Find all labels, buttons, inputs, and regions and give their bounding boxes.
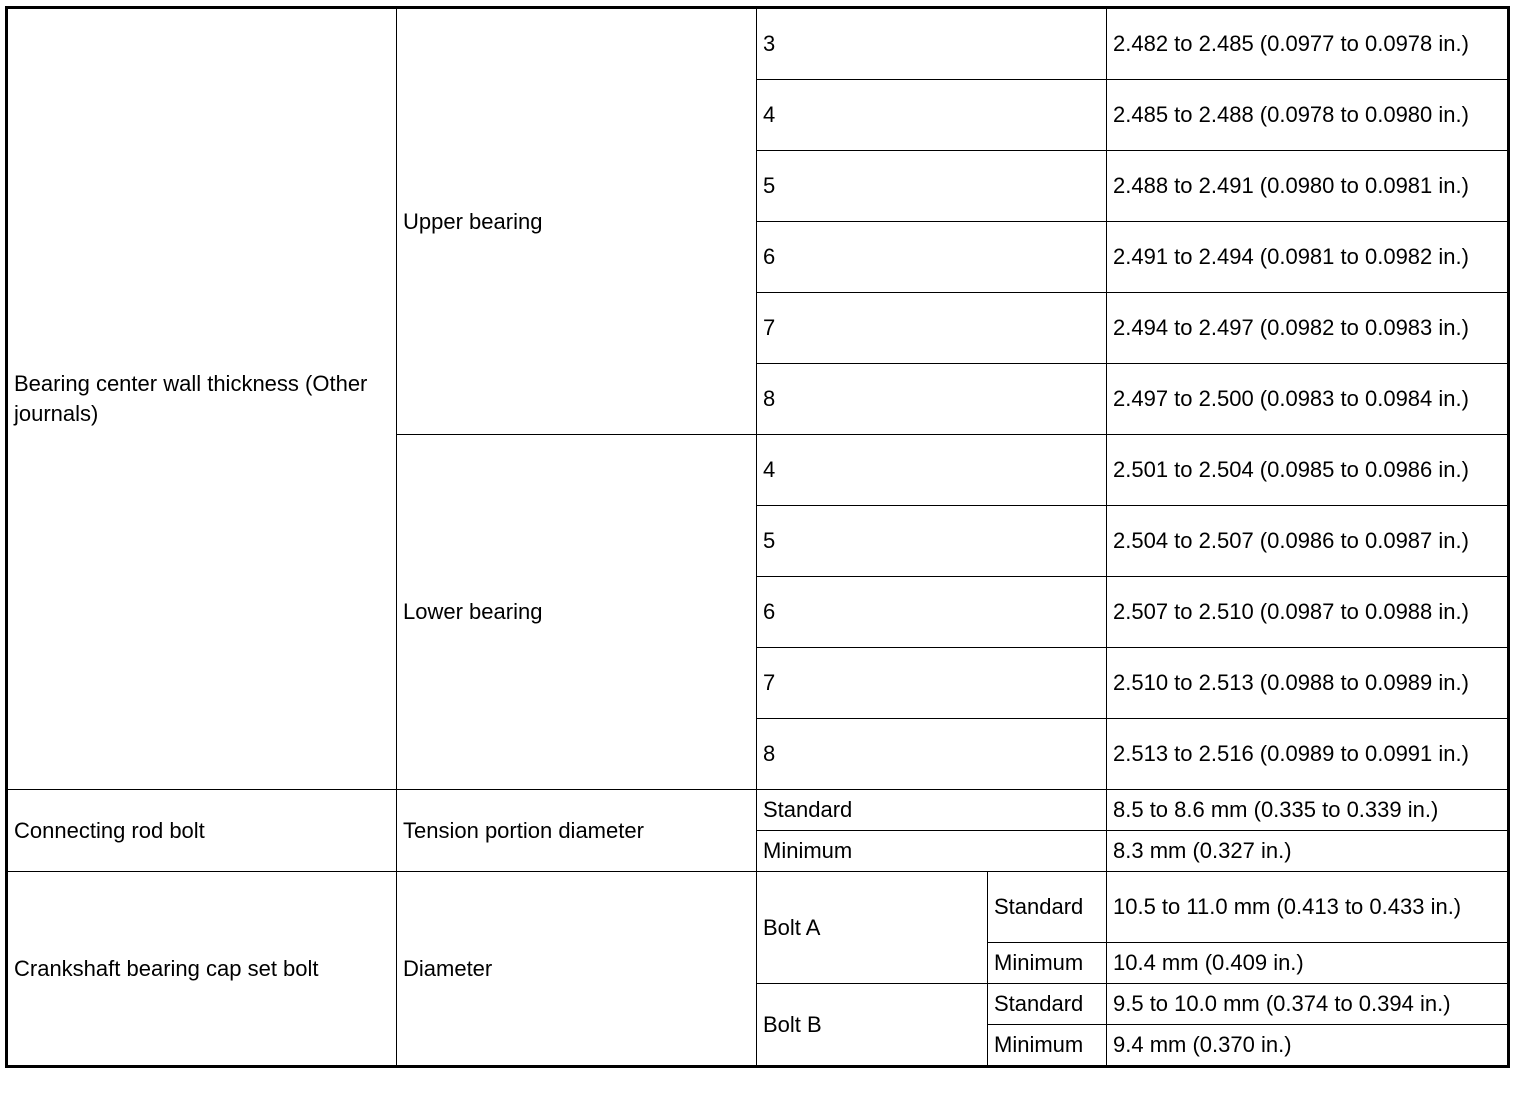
grade-cell: 7 [757, 648, 1107, 719]
value-cell: 2.513 to 2.516 (0.0989 to 0.0991 in.) [1107, 719, 1509, 790]
value-cell: 2.510 to 2.513 (0.0988 to 0.0989 in.) [1107, 648, 1509, 719]
sub-item-upper-bearing: Upper bearing [397, 8, 757, 435]
grade-cell: 5 [757, 506, 1107, 577]
value-cell: 2.504 to 2.507 (0.0986 to 0.0987 in.) [1107, 506, 1509, 577]
grade-cell: 6 [757, 577, 1107, 648]
value-cell: 2.488 to 2.491 (0.0980 to 0.0981 in.) [1107, 151, 1509, 222]
grade-cell: 7 [757, 293, 1107, 364]
value-cell: 10.4 mm (0.409 in.) [1107, 943, 1509, 984]
type-cell: Minimum [757, 831, 1107, 872]
table-row [7, 790, 1509, 831]
value-cell: 2.485 to 2.488 (0.0978 to 0.0980 in.) [1107, 80, 1509, 151]
bolt-b-label: Bolt B [757, 984, 988, 1067]
type-cell: Standard [988, 872, 1107, 943]
grade-cell: 4 [757, 80, 1107, 151]
value-cell: 9.5 to 10.0 mm (0.374 to 0.394 in.) [1107, 984, 1509, 1025]
grade-cell: 4 [757, 435, 1107, 506]
item-label-connecting-rod-bolt: Connecting rod bolt [7, 790, 397, 872]
value-cell: 2.501 to 2.504 (0.0985 to 0.0986 in.) [1107, 435, 1509, 506]
value-cell: 2.491 to 2.494 (0.0981 to 0.0982 in.) [1107, 222, 1509, 293]
type-cell: Standard [988, 984, 1107, 1025]
value-cell: 2.494 to 2.497 (0.0982 to 0.0983 in.) [1107, 293, 1509, 364]
value-cell: 2.507 to 2.510 (0.0987 to 0.0988 in.) [1107, 577, 1509, 648]
grade-cell: 8 [757, 364, 1107, 435]
bolt-a-label: Bolt A [757, 872, 988, 984]
table-row [7, 8, 1509, 80]
sub-item-diameter: Diameter [397, 872, 757, 1067]
value-cell: 9.4 mm (0.370 in.) [1107, 1025, 1509, 1067]
grade-cell: 5 [757, 151, 1107, 222]
item-label-bearing-center-wall: Bearing center wall thickness (Other journals) [7, 8, 397, 790]
type-cell: Standard [757, 790, 1107, 831]
value-cell: 2.482 to 2.485 (0.0977 to 0.0978 in.) [1107, 8, 1509, 80]
grade-cell: 3 [757, 8, 1107, 80]
specification-table [5, 6, 1510, 1068]
sub-item-tension-portion-diameter: Tension portion diameter [397, 790, 757, 872]
sub-item-lower-bearing: Lower bearing [397, 435, 757, 790]
item-label-crankshaft-cap-bolt: Crankshaft bearing cap set bolt [7, 872, 397, 1067]
grade-cell: 8 [757, 719, 1107, 790]
value-cell: 2.497 to 2.500 (0.0983 to 0.0984 in.) [1107, 364, 1509, 435]
value-cell: 10.5 to 11.0 mm (0.413 to 0.433 in.) [1107, 872, 1509, 943]
value-cell: 8.5 to 8.6 mm (0.335 to 0.339 in.) [1107, 790, 1509, 831]
type-cell: Minimum [988, 943, 1107, 984]
type-cell: Minimum [988, 1025, 1107, 1067]
value-cell: 8.3 mm (0.327 in.) [1107, 831, 1509, 872]
grade-cell: 6 [757, 222, 1107, 293]
table-row [7, 872, 1509, 943]
